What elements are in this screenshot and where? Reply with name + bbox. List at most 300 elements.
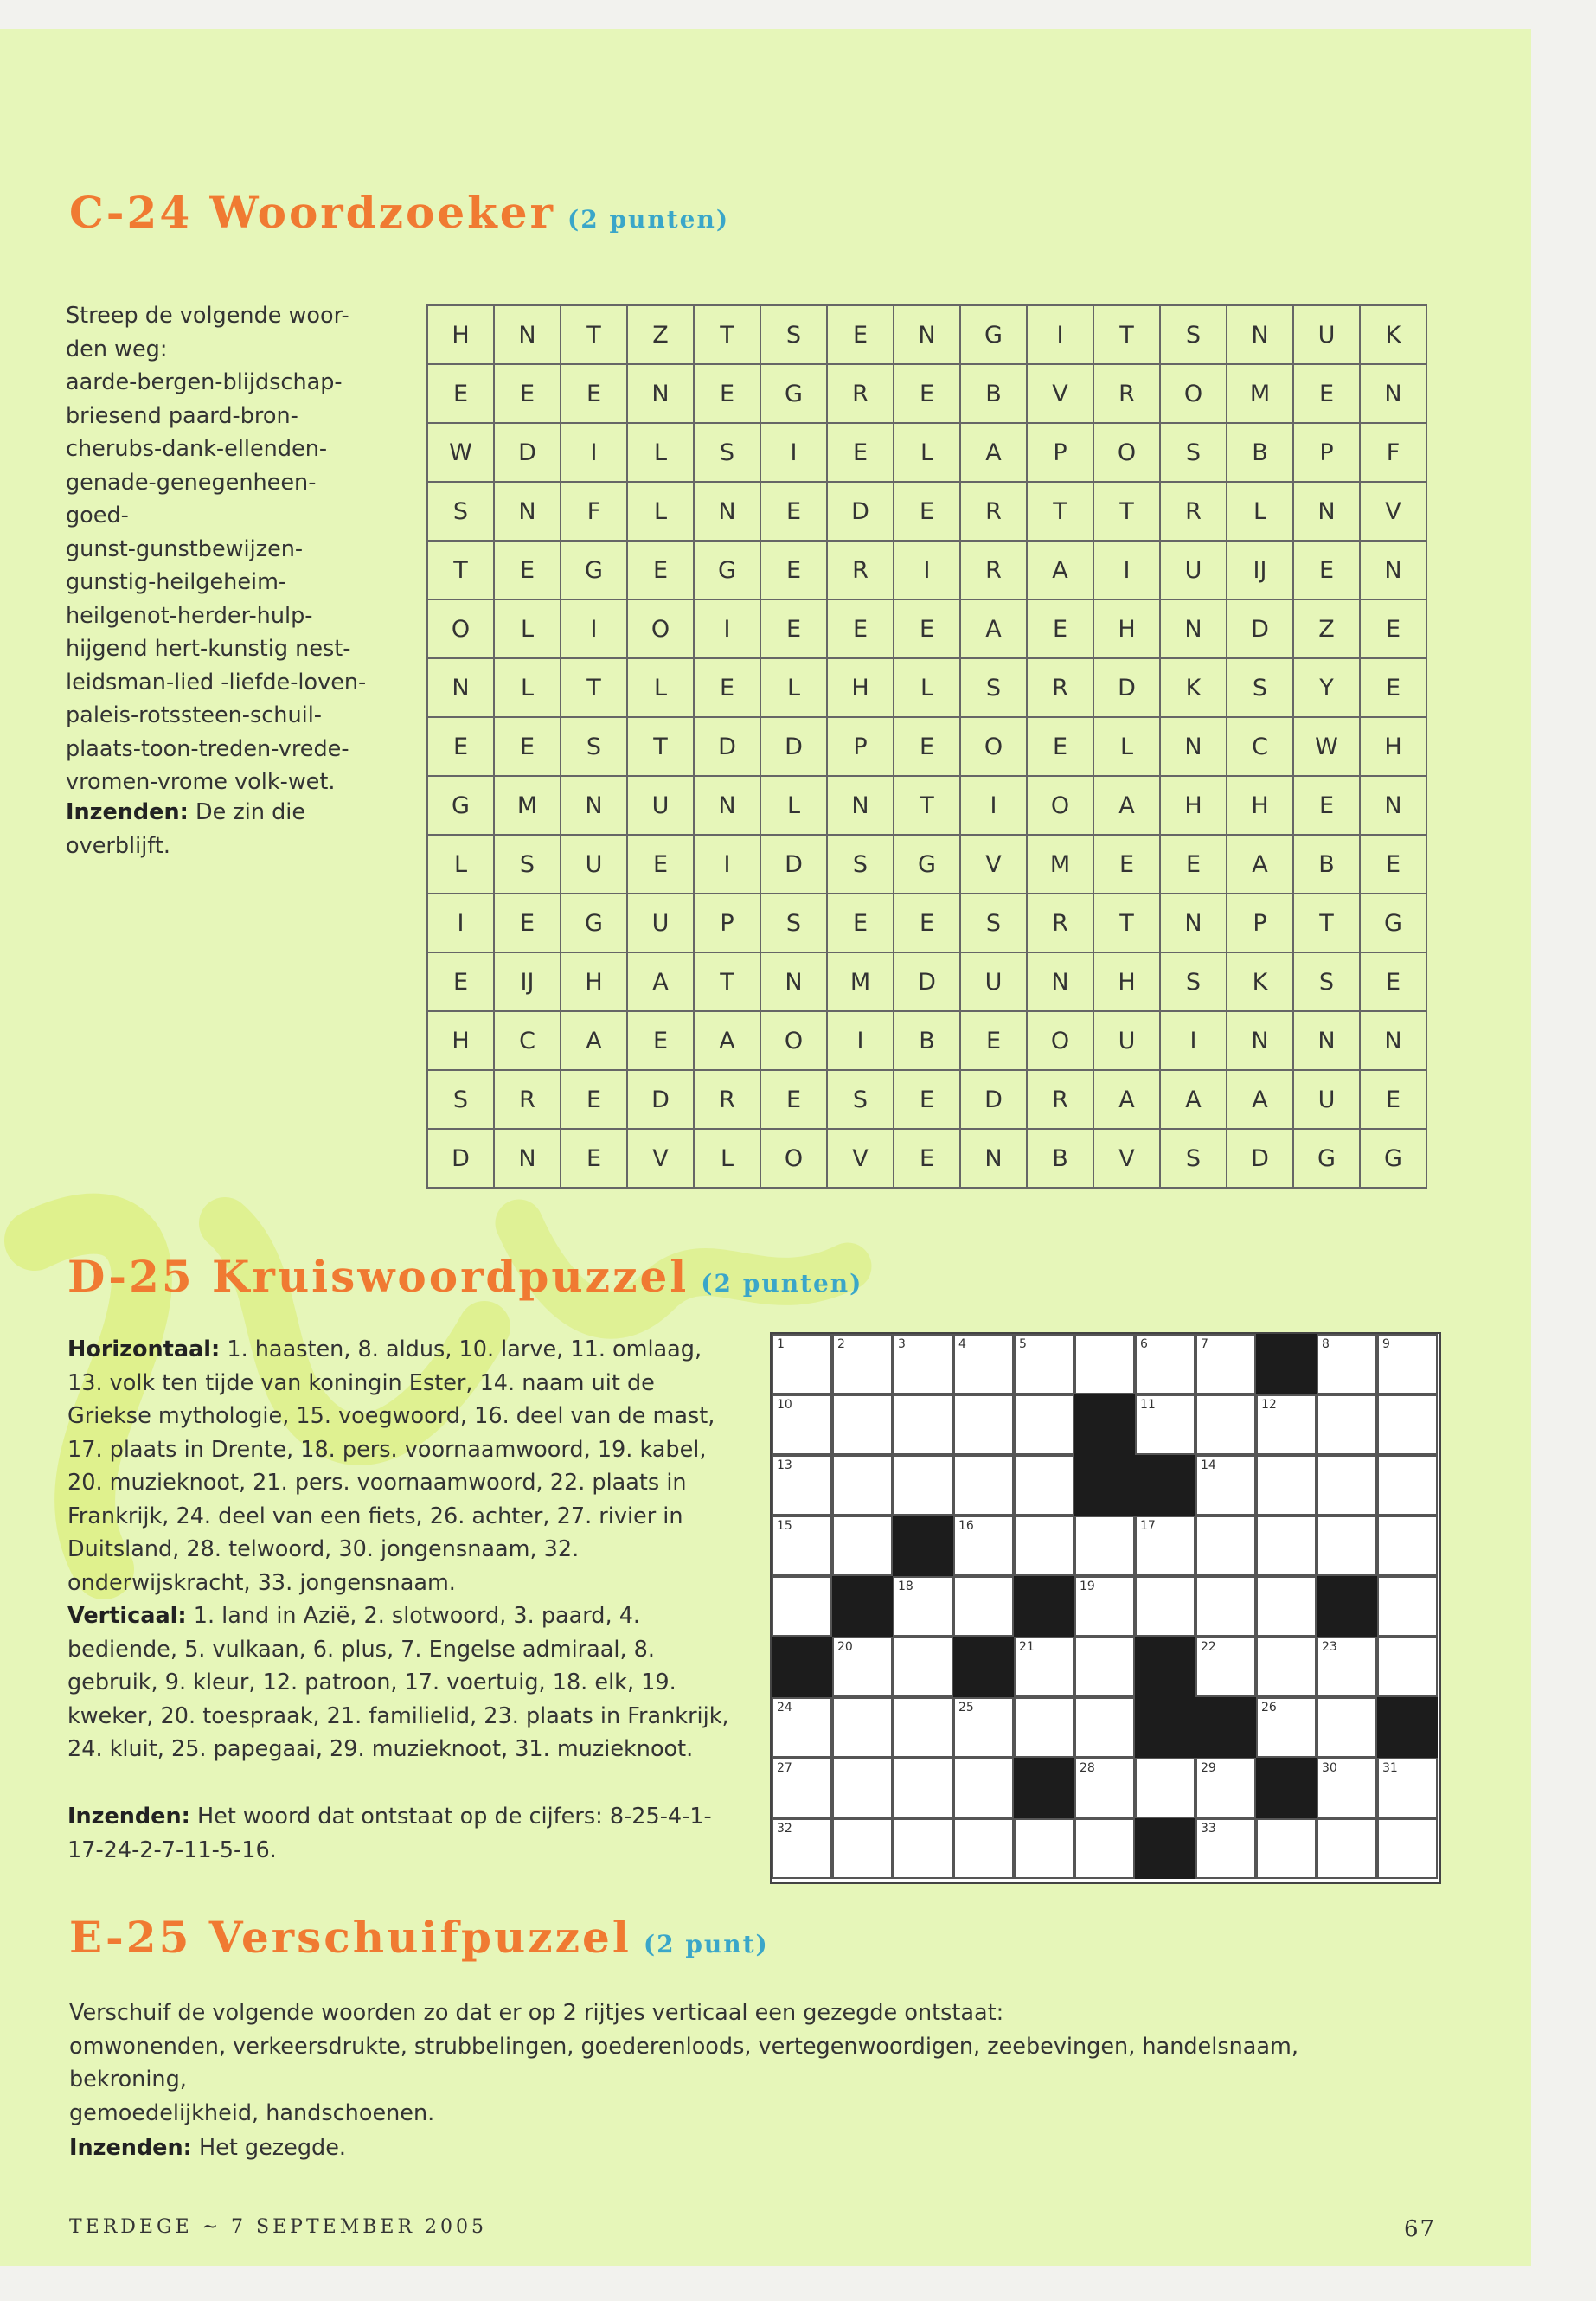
word-search-cell[interactable]: A [1027,541,1093,599]
word-search-cell[interactable]: E [427,952,494,1011]
word-search-cell[interactable]: D [427,1129,494,1188]
word-search-cell[interactable]: E [427,364,494,423]
crossword-cell[interactable] [1317,1758,1377,1818]
word-search-cell[interactable]: R [1093,364,1160,423]
crossword-cell[interactable] [1317,1516,1377,1576]
word-search-cell[interactable]: H [827,658,894,717]
word-search-cell[interactable]: M [1027,835,1093,894]
word-search-cell[interactable]: Z [1293,599,1360,658]
word-search-cell[interactable]: P [1027,423,1093,482]
word-search-cell[interactable]: S [1227,658,1293,717]
crossword-cell[interactable] [1135,1576,1195,1637]
word-search-cell[interactable]: N [494,482,561,541]
crossword-cell[interactable] [772,1455,832,1516]
word-search-cell[interactable]: A [561,1011,627,1070]
word-search-cell[interactable]: W [427,423,494,482]
word-search-cell[interactable]: P [1293,423,1360,482]
word-search-cell[interactable]: T [561,305,627,364]
word-search-cell[interactable]: I [827,1011,894,1070]
word-search-cell[interactable]: N [760,952,827,1011]
crossword-cell[interactable] [1074,1818,1135,1879]
word-search-cell[interactable]: T [1293,894,1360,952]
word-search-cell[interactable]: T [1093,482,1160,541]
crossword-cell[interactable] [1014,1818,1074,1879]
crossword-cell[interactable] [1014,1394,1074,1455]
word-search-cell[interactable]: I [694,835,760,894]
word-search-cell[interactable]: D [1093,658,1160,717]
word-search-cell[interactable]: Y [1293,658,1360,717]
crossword-cell[interactable] [953,1576,1014,1637]
crossword-cell[interactable] [1195,1637,1256,1697]
word-search-cell[interactable]: R [960,482,1027,541]
word-search-cell[interactable]: H [1160,776,1227,835]
word-search-cell[interactable]: S [827,1070,894,1129]
word-search-cell[interactable]: A [1227,835,1293,894]
crossword-cell[interactable] [1195,1394,1256,1455]
word-search-cell[interactable]: R [1027,1070,1093,1129]
crossword-cell[interactable] [953,1818,1014,1879]
crossword-cell[interactable] [1014,1455,1074,1516]
word-search-cell[interactable]: D [894,952,960,1011]
word-search-cell[interactable]: N [894,305,960,364]
crossword-cell[interactable] [1074,1576,1135,1637]
crossword-cell[interactable] [1256,1576,1317,1637]
word-search-cell[interactable]: A [1093,1070,1160,1129]
word-search-cell[interactable]: G [1360,894,1426,952]
word-search-cell[interactable]: G [894,835,960,894]
word-search-cell[interactable]: E [894,482,960,541]
word-search-cell[interactable]: E [1293,541,1360,599]
word-search-cell[interactable]: V [1093,1129,1160,1188]
word-search-cell[interactable]: N [1027,952,1093,1011]
word-search-cell[interactable]: S [1160,1129,1227,1188]
word-search-cell[interactable]: I [960,776,1027,835]
crossword-cell[interactable] [1135,1394,1195,1455]
word-search-cell[interactable]: A [960,423,1027,482]
word-search-cell[interactable]: T [427,541,494,599]
word-search-cell[interactable]: E [694,658,760,717]
word-search-cell[interactable]: I [427,894,494,952]
word-search-cell[interactable]: V [960,835,1027,894]
word-search-cell[interactable]: N [694,482,760,541]
word-search-cell[interactable]: E [1360,952,1426,1011]
crossword-cell[interactable] [893,1697,953,1758]
word-search-cell[interactable]: E [494,541,561,599]
word-search-cell[interactable]: S [1160,305,1227,364]
crossword-cell[interactable] [953,1334,1014,1394]
word-search-cell[interactable]: P [827,717,894,776]
word-search-cell[interactable]: S [427,482,494,541]
word-search-cell[interactable]: L [760,658,827,717]
word-search-cell[interactable]: E [827,599,894,658]
crossword-cell[interactable] [772,1576,832,1637]
word-search-cell[interactable]: V [627,1129,694,1188]
word-search-cell[interactable]: I [1027,305,1093,364]
crossword-cell[interactable] [893,1334,953,1394]
crossword-cell[interactable] [1377,1818,1438,1879]
word-search-cell[interactable]: E [627,541,694,599]
word-search-cell[interactable]: IJ [1227,541,1293,599]
word-search-cell[interactable]: V [1027,364,1093,423]
word-search-cell[interactable]: N [1227,1011,1293,1070]
word-search-cell[interactable]: O [627,599,694,658]
crossword-cell[interactable] [1074,1637,1135,1697]
word-search-cell[interactable]: T [561,658,627,717]
crossword-cell[interactable] [953,1394,1014,1455]
crossword-cell[interactable] [1195,1818,1256,1879]
word-search-cell[interactable]: D [627,1070,694,1129]
word-search-cell[interactable]: E [894,717,960,776]
crossword-cell[interactable] [772,1697,832,1758]
word-search-cell[interactable]: S [427,1070,494,1129]
crossword-cell[interactable] [1195,1516,1256,1576]
crossword-cell[interactable] [772,1334,832,1394]
word-search-cell[interactable]: B [1227,423,1293,482]
word-search-cell[interactable]: U [1093,1011,1160,1070]
crossword-cell[interactable] [1377,1516,1438,1576]
word-search-cell[interactable]: E [1360,599,1426,658]
word-search-cell[interactable]: N [1360,1011,1426,1070]
word-search-cell[interactable]: O [760,1129,827,1188]
crossword-cell[interactable] [1256,1516,1317,1576]
word-search-cell[interactable]: H [1093,952,1160,1011]
word-search-cell[interactable]: E [760,482,827,541]
crossword-cell[interactable] [893,1637,953,1697]
word-search-cell[interactable]: M [1227,364,1293,423]
word-search-cell[interactable]: L [627,423,694,482]
word-search-cell[interactable]: N [494,305,561,364]
word-search-cell[interactable]: B [1027,1129,1093,1188]
crossword-cell[interactable] [893,1576,953,1637]
word-search-cell[interactable]: B [960,364,1027,423]
word-search-cell[interactable]: E [894,1070,960,1129]
crossword-cell[interactable] [953,1697,1014,1758]
word-search-cell[interactable]: O [427,599,494,658]
word-search-cell[interactable]: N [1160,717,1227,776]
word-search-cell[interactable]: E [561,1129,627,1188]
word-search-cell[interactable]: E [894,599,960,658]
word-search-cell[interactable]: L [627,482,694,541]
word-search-cell[interactable]: L [1093,717,1160,776]
word-search-cell[interactable]: I [1160,1011,1227,1070]
word-search-cell[interactable]: G [760,364,827,423]
crossword-cell[interactable] [832,1818,893,1879]
word-search-cell[interactable]: S [561,717,627,776]
word-search-cell[interactable]: T [694,952,760,1011]
crossword-cell[interactable] [832,1758,893,1818]
crossword-cell[interactable] [953,1758,1014,1818]
crossword-cell[interactable] [1377,1334,1438,1394]
word-search-cell[interactable]: B [1293,835,1360,894]
word-search-cell[interactable]: T [894,776,960,835]
word-search-cell[interactable]: O [1027,776,1093,835]
crossword-cell[interactable] [1074,1334,1135,1394]
word-search-cell[interactable]: M [827,952,894,1011]
word-search-cell[interactable]: D [760,835,827,894]
word-search-cell[interactable]: R [694,1070,760,1129]
word-search-cell[interactable]: A [1160,1070,1227,1129]
word-search-cell[interactable]: P [1227,894,1293,952]
word-search-cell[interactable]: G [1293,1129,1360,1188]
crossword-cell[interactable] [1074,1516,1135,1576]
crossword-cell[interactable] [1135,1758,1195,1818]
word-search-cell[interactable]: E [561,364,627,423]
word-search-cell[interactable]: R [960,541,1027,599]
word-search-cell[interactable]: E [694,364,760,423]
crossword-cell[interactable] [832,1516,893,1576]
word-search-cell[interactable]: N [827,776,894,835]
word-search-cell[interactable]: C [1227,717,1293,776]
word-search-cell[interactable]: E [627,835,694,894]
crossword-cell[interactable] [893,1758,953,1818]
word-search-cell[interactable]: S [1160,423,1227,482]
crossword-cell[interactable] [1317,1697,1377,1758]
word-search-cell[interactable]: H [1360,717,1426,776]
word-search-cell[interactable]: E [827,305,894,364]
word-search-cell[interactable]: D [760,717,827,776]
word-search-cell[interactable]: N [494,1129,561,1188]
word-search-cell[interactable]: U [627,776,694,835]
word-search-cell[interactable]: S [494,835,561,894]
word-search-cell[interactable]: E [1293,776,1360,835]
word-search-cell[interactable]: E [1160,835,1227,894]
word-search-cell[interactable]: A [627,952,694,1011]
word-search-cell[interactable]: S [1160,952,1227,1011]
word-search-cell[interactable]: N [1227,305,1293,364]
word-search-cell[interactable]: N [627,364,694,423]
crossword-cell[interactable] [1135,1516,1195,1576]
crossword-cell[interactable] [772,1516,832,1576]
word-search-cell[interactable]: S [960,658,1027,717]
word-search-cell[interactable]: L [494,599,561,658]
word-search-cell[interactable]: O [1027,1011,1093,1070]
crossword-cell[interactable] [832,1697,893,1758]
crossword-cell[interactable] [832,1394,893,1455]
word-search-cell[interactable]: E [494,364,561,423]
word-search-cell[interactable]: I [694,599,760,658]
word-search-cell[interactable]: L [427,835,494,894]
word-search-cell[interactable]: E [1360,1070,1426,1129]
word-search-cell[interactable]: A [960,599,1027,658]
word-search-cell[interactable]: U [960,952,1027,1011]
crossword-cell[interactable] [1014,1697,1074,1758]
crossword-cell[interactable] [1377,1576,1438,1637]
word-search-cell[interactable]: G [427,776,494,835]
crossword-cell[interactable] [1195,1576,1256,1637]
word-search-cell[interactable]: U [561,835,627,894]
crossword-cell[interactable] [1014,1516,1074,1576]
word-search-cell[interactable]: E [1027,599,1093,658]
word-search-cell[interactable]: U [1160,541,1227,599]
word-search-cell[interactable]: O [760,1011,827,1070]
crossword-cell[interactable] [832,1455,893,1516]
crossword-cell[interactable] [1135,1334,1195,1394]
word-search-cell[interactable]: K [1227,952,1293,1011]
word-search-cell[interactable]: H [561,952,627,1011]
word-search-cell[interactable]: N [1360,776,1426,835]
word-search-cell[interactable]: D [694,717,760,776]
word-search-cell[interactable]: N [561,776,627,835]
word-search-cell[interactable]: N [1293,1011,1360,1070]
word-search-cell[interactable]: D [1227,599,1293,658]
crossword-cell[interactable] [1377,1758,1438,1818]
crossword-cell[interactable] [1256,1818,1317,1879]
crossword-cell[interactable] [1317,1394,1377,1455]
word-search-cell[interactable]: L [894,658,960,717]
crossword-cell[interactable] [1256,1697,1317,1758]
crossword-cell[interactable] [1014,1637,1074,1697]
word-search-cell[interactable]: N [1160,599,1227,658]
crossword-cell[interactable] [832,1637,893,1697]
word-search-cell[interactable]: U [1293,1070,1360,1129]
word-search-cell[interactable]: G [561,541,627,599]
word-search-cell[interactable]: N [1160,894,1227,952]
word-search-cell[interactable]: V [827,1129,894,1188]
word-search-cell[interactable]: B [894,1011,960,1070]
crossword-cell[interactable] [772,1394,832,1455]
word-search-cell[interactable]: W [1293,717,1360,776]
crossword-cell[interactable] [1256,1637,1317,1697]
crossword-cell[interactable] [1074,1758,1135,1818]
crossword-cell[interactable] [953,1516,1014,1576]
word-search-cell[interactable]: T [1093,894,1160,952]
word-search-cell[interactable]: D [827,482,894,541]
word-search-cell[interactable]: N [427,658,494,717]
word-search-cell[interactable]: N [1360,364,1426,423]
word-search-cell[interactable]: T [694,305,760,364]
word-search-cell[interactable]: A [1227,1070,1293,1129]
word-search-cell[interactable]: H [1227,776,1293,835]
word-search-cell[interactable]: O [960,717,1027,776]
word-search-cell[interactable]: S [1293,952,1360,1011]
word-search-cell[interactable]: E [760,1070,827,1129]
word-search-cell[interactable]: R [827,541,894,599]
crossword-cell[interactable] [1256,1394,1317,1455]
crossword-cell[interactable] [1317,1818,1377,1879]
word-search-cell[interactable]: E [760,599,827,658]
word-search-cell[interactable]: K [1360,305,1426,364]
word-search-cell[interactable]: R [1027,894,1093,952]
word-search-cell[interactable]: E [627,1011,694,1070]
word-search-cell[interactable]: E [494,894,561,952]
crossword-cell[interactable] [1195,1758,1256,1818]
word-search-cell[interactable]: E [827,894,894,952]
word-search-cell[interactable]: E [894,1129,960,1188]
word-search-cell[interactable]: C [494,1011,561,1070]
word-search-cell[interactable]: P [694,894,760,952]
word-search-cell[interactable]: N [1293,482,1360,541]
word-search-cell[interactable]: H [427,305,494,364]
word-search-cell[interactable]: S [760,305,827,364]
word-search-cell[interactable]: D [960,1070,1027,1129]
crossword-cell[interactable] [1074,1697,1135,1758]
word-search-cell[interactable]: L [627,658,694,717]
word-search-cell[interactable]: G [1360,1129,1426,1188]
crossword-cell[interactable] [1377,1637,1438,1697]
word-search-cell[interactable]: E [494,717,561,776]
word-search-cell[interactable]: I [760,423,827,482]
word-search-cell[interactable]: Z [627,305,694,364]
word-search-cell[interactable]: O [1160,364,1227,423]
word-search-cell[interactable]: D [1227,1129,1293,1188]
word-search-cell[interactable]: E [894,364,960,423]
word-search-cell[interactable]: T [627,717,694,776]
word-search-cell[interactable]: D [494,423,561,482]
word-search-cell[interactable]: I [561,599,627,658]
word-search-cell[interactable]: L [894,423,960,482]
crossword-cell[interactable] [1195,1455,1256,1516]
word-search-cell[interactable]: E [1360,835,1426,894]
word-search-cell[interactable]: I [894,541,960,599]
crossword-cell[interactable] [893,1818,953,1879]
word-search-cell[interactable]: R [494,1070,561,1129]
word-search-cell[interactable]: G [561,894,627,952]
word-search-cell[interactable]: N [1360,541,1426,599]
word-search-cell[interactable]: E [1027,717,1093,776]
word-search-cell[interactable]: E [760,541,827,599]
crossword-cell[interactable] [1014,1334,1074,1394]
word-search-cell[interactable]: G [694,541,760,599]
word-search-cell[interactable]: N [694,776,760,835]
word-search-cell[interactable]: L [494,658,561,717]
word-search-cell[interactable]: S [827,835,894,894]
word-search-cell[interactable]: S [760,894,827,952]
word-search-cell[interactable]: F [561,482,627,541]
word-search-cell[interactable]: S [694,423,760,482]
word-search-cell[interactable]: S [960,894,1027,952]
crossword-cell[interactable] [1317,1334,1377,1394]
crossword-cell[interactable] [1377,1455,1438,1516]
crossword-cell[interactable] [1195,1334,1256,1394]
word-search-cell[interactable]: I [1093,541,1160,599]
crossword-cell[interactable] [772,1758,832,1818]
word-search-cell[interactable]: IJ [494,952,561,1011]
word-search-cell[interactable]: E [960,1011,1027,1070]
word-search-cell[interactable]: T [1027,482,1093,541]
word-search-cell[interactable]: R [827,364,894,423]
word-search-cell[interactable]: L [694,1129,760,1188]
crossword-cell[interactable] [893,1394,953,1455]
word-search-cell[interactable]: E [1360,658,1426,717]
word-search-cell[interactable]: E [561,1070,627,1129]
word-search-cell[interactable]: U [627,894,694,952]
word-search-cell[interactable]: E [827,423,894,482]
word-search-cell[interactable]: F [1360,423,1426,482]
crossword-cell[interactable] [953,1455,1014,1516]
crossword-cell[interactable] [893,1455,953,1516]
crossword-cell[interactable] [832,1334,893,1394]
word-search-cell[interactable]: I [561,423,627,482]
crossword-cell[interactable] [1377,1394,1438,1455]
word-search-cell[interactable]: M [494,776,561,835]
word-search-cell[interactable]: E [1293,364,1360,423]
word-search-cell[interactable]: A [1093,776,1160,835]
word-search-cell[interactable]: L [1227,482,1293,541]
crossword-cell[interactable] [1317,1637,1377,1697]
crossword-cell[interactable] [1256,1455,1317,1516]
word-search-cell[interactable]: L [760,776,827,835]
word-search-cell[interactable]: V [1360,482,1426,541]
crossword-cell[interactable] [1317,1455,1377,1516]
word-search-cell[interactable]: K [1160,658,1227,717]
word-search-cell[interactable]: N [960,1129,1027,1188]
word-search-cell[interactable]: H [427,1011,494,1070]
word-search-cell[interactable]: G [960,305,1027,364]
word-search-cell[interactable]: R [1160,482,1227,541]
word-search-cell[interactable]: E [1093,835,1160,894]
word-search-cell[interactable]: O [1093,423,1160,482]
word-search-cell[interactable]: E [427,717,494,776]
